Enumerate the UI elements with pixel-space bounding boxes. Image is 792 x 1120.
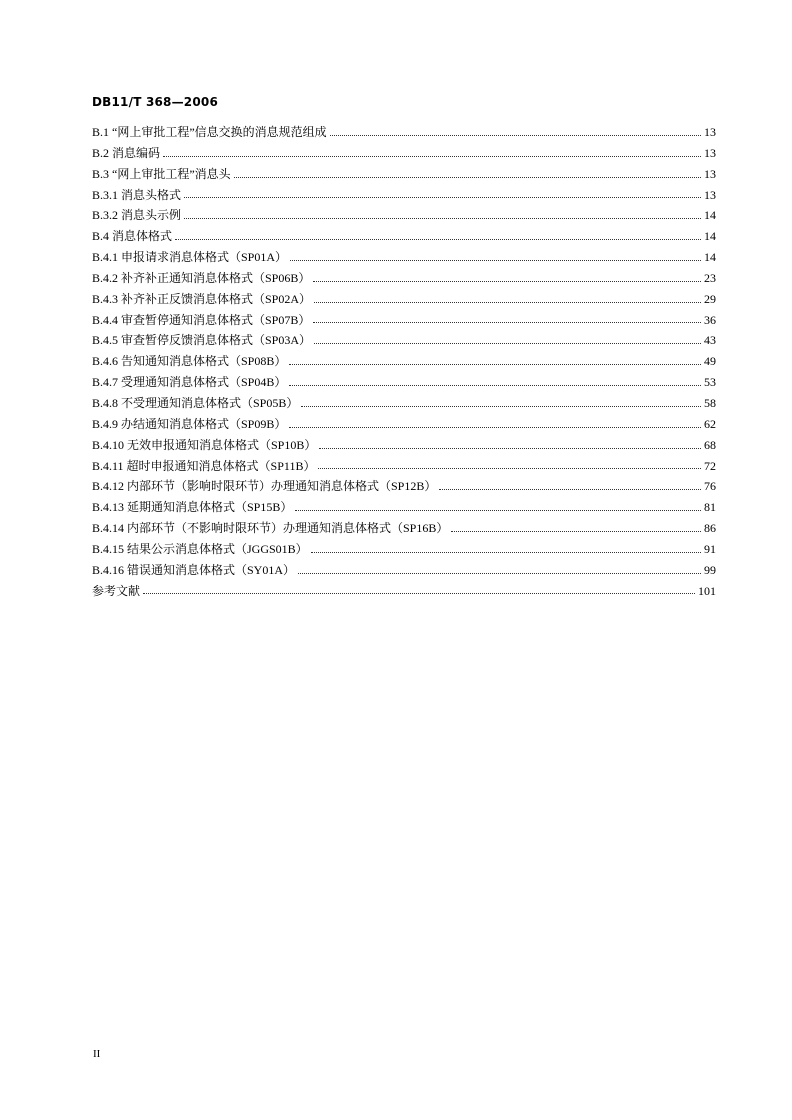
toc-entry[interactable] bbox=[92, 560, 716, 581]
toc-entry[interactable] bbox=[92, 310, 716, 331]
toc-leader-dots bbox=[330, 135, 701, 136]
toc-leader-dots bbox=[289, 364, 701, 365]
toc-entry[interactable] bbox=[92, 143, 716, 164]
toc-entry-label: B.4.12 内部环节（影响时限环节）办理通知消息体格式（SP12B） bbox=[92, 479, 437, 494]
toc-entry-label: B.4.15 结果公示消息体格式（JGGS01B） bbox=[92, 541, 308, 556]
toc-entry[interactable] bbox=[92, 247, 716, 268]
toc-entry-label: B.4.3 补齐补正反馈消息体格式（SP02A） bbox=[92, 291, 312, 306]
toc-entry-page: 14 bbox=[704, 208, 716, 223]
toc-entry-page: 43 bbox=[704, 333, 716, 348]
toc-entry[interactable] bbox=[92, 330, 716, 351]
toc-entry-page: 68 bbox=[704, 437, 716, 452]
toc-entry-page: 23 bbox=[704, 270, 716, 285]
toc-leader-dots bbox=[143, 593, 695, 594]
toc-entry[interactable] bbox=[92, 456, 716, 477]
toc-entry-label: B.4.8 不受理通知消息体格式（SP05B） bbox=[92, 395, 299, 410]
toc-entry[interactable] bbox=[92, 539, 716, 560]
toc-entry-page: 72 bbox=[704, 458, 716, 473]
toc-entry-label: B.4.4 审查暂停通知消息体格式（SP07B） bbox=[92, 312, 311, 327]
toc-entry[interactable] bbox=[92, 393, 716, 414]
toc-entry-page: 76 bbox=[704, 479, 716, 494]
toc-entry[interactable] bbox=[92, 122, 716, 143]
toc-leader-dots bbox=[234, 177, 701, 178]
standard-code: DB11/T 368—2006 bbox=[92, 95, 218, 109]
toc-entry[interactable] bbox=[92, 185, 716, 206]
toc-leader-dots bbox=[290, 260, 701, 261]
toc-entry-page: 101 bbox=[698, 583, 716, 598]
toc-leader-dots bbox=[313, 322, 701, 323]
toc-leader-dots bbox=[184, 218, 701, 219]
toc-entry-label: B.4.11 超时申报通知消息体格式（SP11B） bbox=[92, 458, 316, 473]
toc-entry-label: B.3.1 消息头格式 bbox=[92, 187, 182, 202]
page-number: II bbox=[93, 1048, 101, 1060]
toc-entry-page: 53 bbox=[704, 375, 716, 390]
toc-leader-dots bbox=[313, 281, 701, 282]
toc-entry-page: 29 bbox=[704, 291, 716, 306]
toc-entry-label: B.4.13 延期通知消息体格式（SP15B） bbox=[92, 500, 293, 515]
toc-entry-label: B.3.2 消息头示例 bbox=[92, 208, 182, 223]
toc-entry-label: B.4.14 内部环节（不影响时限环节）办理通知消息体格式（SP16B） bbox=[92, 521, 449, 536]
toc-entry-label: B.4.10 无效申报通知消息体格式（SP10B） bbox=[92, 437, 317, 452]
toc-entry[interactable] bbox=[92, 268, 716, 289]
toc-entry[interactable] bbox=[92, 518, 716, 539]
toc-entry[interactable] bbox=[92, 351, 716, 372]
toc-entry[interactable] bbox=[92, 372, 716, 393]
toc-entry-label: B.4.7 受理通知消息体格式（SP04B） bbox=[92, 375, 287, 390]
toc-entry-label: B.1 “网上审批工程”信息交换的消息规范组成 bbox=[92, 125, 327, 139]
toc-leader-dots bbox=[318, 468, 701, 469]
toc-entry-label: B.2 消息编码 bbox=[92, 145, 161, 160]
toc-entry-page: 81 bbox=[704, 500, 716, 515]
toc-entry-page: 13 bbox=[704, 125, 716, 139]
toc-entry-page: 99 bbox=[704, 562, 716, 577]
toc-leader-dots bbox=[319, 448, 701, 449]
toc-leader-dots bbox=[301, 406, 701, 407]
toc-leader-dots bbox=[184, 197, 701, 198]
toc-leader-dots bbox=[311, 552, 701, 553]
toc-entry-page: 36 bbox=[704, 312, 716, 327]
toc-leader-dots bbox=[289, 385, 701, 386]
table-of-contents bbox=[92, 122, 716, 601]
toc-entry-page: 91 bbox=[704, 541, 716, 556]
toc-entry[interactable] bbox=[92, 164, 716, 185]
toc-entry-page: 49 bbox=[704, 354, 716, 369]
toc-entry-page: 58 bbox=[704, 395, 716, 410]
toc-leader-dots bbox=[295, 510, 701, 511]
toc-entry[interactable] bbox=[92, 476, 716, 497]
toc-entry-label: B.4 消息体格式 bbox=[92, 229, 173, 244]
toc-entry[interactable] bbox=[92, 581, 716, 602]
toc-entry-page: 14 bbox=[704, 229, 716, 244]
toc-leader-dots bbox=[439, 489, 701, 490]
toc-leader-dots bbox=[314, 302, 701, 303]
toc-leader-dots bbox=[298, 573, 701, 574]
toc-entry-label: B.3 “网上审批工程”消息头 bbox=[92, 166, 231, 181]
toc-entry[interactable] bbox=[92, 497, 716, 518]
toc-leader-dots bbox=[163, 156, 701, 157]
toc-entry-label: B.4.2 补齐补正通知消息体格式（SP06B） bbox=[92, 270, 311, 285]
toc-entry[interactable] bbox=[92, 414, 716, 435]
toc-entry-label: B.4.6 告知通知消息体格式（SP08B） bbox=[92, 354, 287, 369]
toc-entry-label: 参考文献 bbox=[92, 583, 141, 598]
toc-entry[interactable] bbox=[92, 289, 716, 310]
toc-leader-dots bbox=[451, 531, 701, 532]
toc-entry-label: B.4.9 办结通知消息体格式（SP09B） bbox=[92, 416, 287, 431]
toc-entry-page: 86 bbox=[704, 521, 716, 536]
toc-leader-dots bbox=[289, 427, 701, 428]
toc-entry-page: 13 bbox=[704, 166, 716, 181]
toc-entry[interactable] bbox=[92, 226, 716, 247]
toc-leader-dots bbox=[314, 343, 701, 344]
toc-entry[interactable] bbox=[92, 435, 716, 456]
toc-entry-label: B.4.16 错误通知消息体格式（SY01A） bbox=[92, 562, 296, 577]
toc-entry-label: B.4.5 审查暂停反馈消息体格式（SP03A） bbox=[92, 333, 312, 348]
toc-leader-dots bbox=[175, 239, 701, 240]
toc-entry-page: 13 bbox=[704, 145, 716, 160]
toc-entry-page: 13 bbox=[704, 187, 716, 202]
toc-entry-page: 62 bbox=[704, 416, 716, 431]
toc-entry-label: B.4.1 申报请求消息体格式（SP01A） bbox=[92, 250, 288, 265]
toc-entry-page: 14 bbox=[704, 250, 716, 265]
toc-entry[interactable] bbox=[92, 205, 716, 226]
